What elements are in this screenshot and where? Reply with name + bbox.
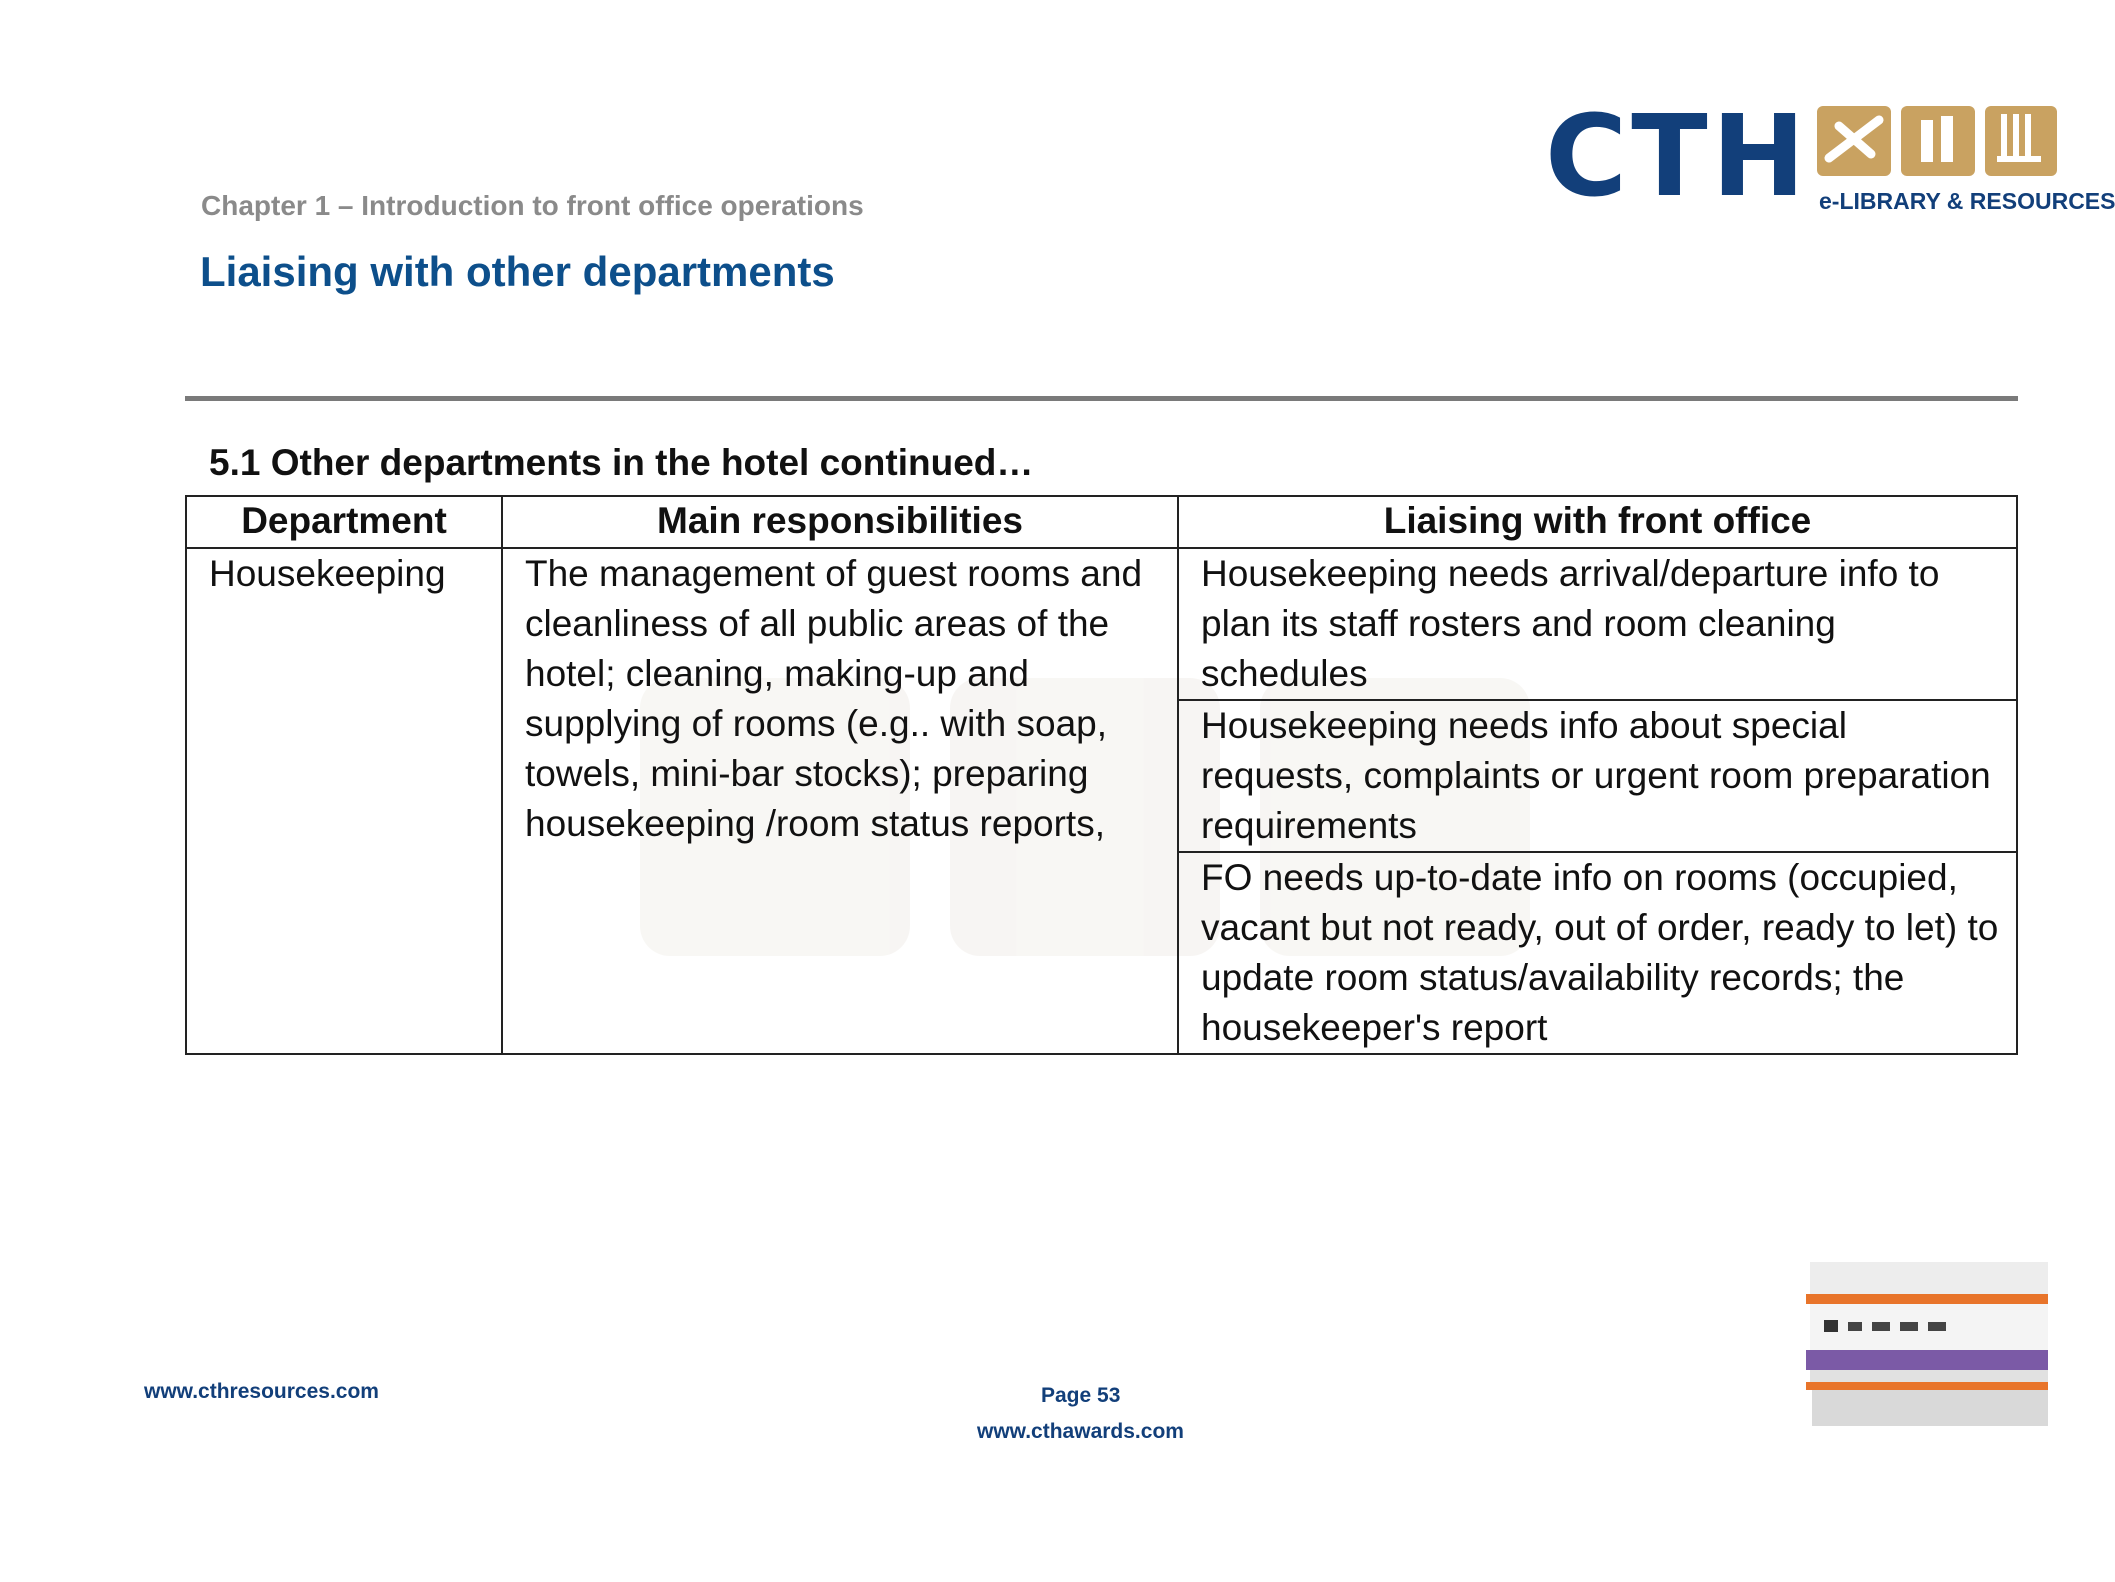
department-cell: Housekeeping xyxy=(186,548,502,1054)
column-header-department: Department xyxy=(186,496,502,548)
logo-icons xyxy=(1817,106,2057,182)
header-divider xyxy=(185,396,2018,401)
chapter-label: Chapter 1 – Introduction to front office operations xyxy=(201,190,864,221)
section-heading: 5.1 Other departments in the hotel continued… xyxy=(209,442,1034,483)
table-header-row xyxy=(186,496,2017,548)
footer-awards-link[interactable]: www.cthawards.com xyxy=(977,1420,1184,1443)
cth-logo xyxy=(1545,92,2115,222)
column-header-liaising: Liaising with front office xyxy=(1178,496,2017,548)
liaising-cell: FO needs up-to-date info on rooms (occupied, vacant but not ready, out of order, ready to let) to update room status/availability records; the housekeeper's report xyxy=(1178,852,2017,1054)
column-header-responsibilities: Main responsibilities xyxy=(502,496,1178,548)
liaising-cell: Housekeeping needs arrival/departure info to plan its staff rosters and room cleaning schedules xyxy=(1178,548,2017,700)
logo-wordmark: CTH xyxy=(1545,92,1810,222)
footer-resources-link[interactable]: www.cthresources.com xyxy=(144,1380,379,1403)
responsibilities-cell: The management of guest rooms and cleanliness of all public areas of the hotel; cleaning, making-up and supplying of rooms (e.g.. with soap, towels, mini-bar stocks); preparing housekeeping /room status reports, xyxy=(502,548,1178,1054)
page-number: Page 53 xyxy=(1041,1384,1121,1407)
liaising-cell: Housekeeping needs info about special requests, complaints or urgent room preparation requirements xyxy=(1178,700,2017,852)
table-row xyxy=(186,548,2017,700)
logo-subtitle: e-LIBRARY & RESOURCES xyxy=(1819,188,2115,214)
books-stack-image xyxy=(1800,1262,2048,1432)
departments-table xyxy=(185,495,2018,1055)
page-title: Liaising with other departments xyxy=(200,248,835,295)
